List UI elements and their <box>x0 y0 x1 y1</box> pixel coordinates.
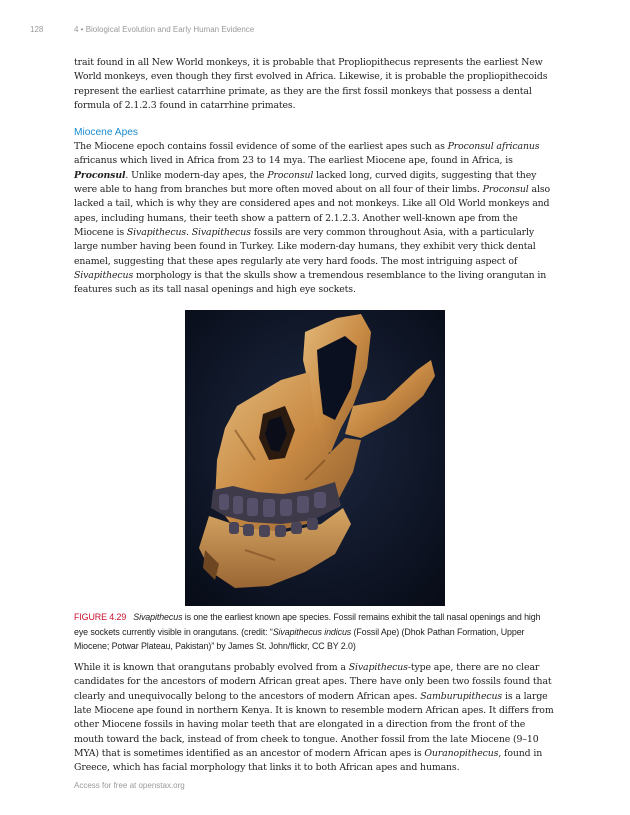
section-heading-miocene-apes: Miocene Apes <box>74 127 138 139</box>
figure-label: FIGURE 4.29 <box>74 612 127 623</box>
figure-caption: FIGURE 4.29 Sivapithecus is one the earliest known ape species. Fossil remains exhibit the tall nasal openings and high eye sockets currently visible in orangutans. (credit: “Sivapithecus indicus (Fossil Ape) (Dhok Pathan Formation, Upper Miocene; Potwar Plateau, Pakistan)” by James St. John/flickr, CC BY 2.0) <box>74 612 541 651</box>
figure-skull-photo <box>185 310 445 606</box>
paragraph-african-apes: While it is known that orangutans probably evolved from a Sivapithecus-type ape, there are no clear candidates for the ancestors of modern African great apes. There have only been two fossils found that clearly and unequivocally belong to the ancestors of modern African apes. Samburupithecus is a large late Miocene ape found in northern Kenya. It is known to resemble modern African apes. It differs from other Miocene fossils in having molar teeth that are elongated in a direction from the front of the mouth toward the back, instead of from cheek to tongue. Another fossil from the late Miocene (9–10 MYA) that is sometimes identified as an ancestor of modern African apes is Ouranopithecus, found in Greece, which has facial morphology that links it to both African apes and humans. <box>74 662 554 774</box>
chapter-title: 4 • Biological Evolution and Early Human Evidence <box>74 25 255 34</box>
page-number: 128 <box>30 25 44 34</box>
sivapithecus-skull-image <box>185 310 445 606</box>
page-content <box>74 56 556 788</box>
paragraph-miocene-apes: The Miocene epoch contains fossil evidence of some of the earliest apes such as Proconsul africanus africanus which lived in Africa from 23 to 14 mya. The earliest Miocene ape, found in Africa, is Proconsul. Unlike modern-day apes, the Proconsul lacked long, curved digits, suggesting that they were able to hang from branches but more often moved about on all four of their limbs. Proconsul also lacked a tail, which is why they are considered apes and not monkeys. Like all Old World monkeys and apes, including humans, their teeth show a pattern of 2.1.2.3. Another well-known ape from the Miocene is Sivapithecus. Sivapithecus fossils are very common throughout Asia, with a particularly large number having been found in Turkey. Like modern-day humans, they exhibit very thick dental enamel, suggesting that these apes regularly ate very hard foods. The most intriguing aspect of Sivapithecus morphology is that the skulls show a tremendous resemblance to the living orangutan in features such as its tall nasal openings and high eye sockets. <box>74 141 551 296</box>
page-header <box>30 25 254 34</box>
page-footer: Access for free at openstax.org <box>74 781 185 790</box>
paragraph-propliopithecus: trait found in all New World monkeys, it is probable that Propliopithecus represents the earliest New World monkeys, even though they first evolved in Africa. Likewise, it is probable the propliopithecoids represent the earliest catarrhine primate, as they are the first fossil monkeys that possess a dental formula of 2.1.2.3 found in catarrhine primates. <box>74 57 548 111</box>
